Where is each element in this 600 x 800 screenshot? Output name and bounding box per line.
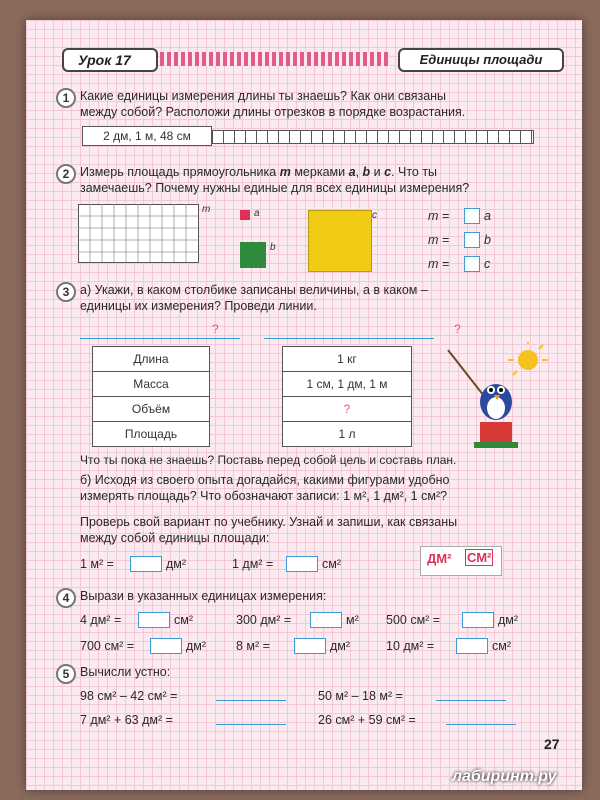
answer-line-left[interactable]	[80, 338, 240, 339]
answer-line[interactable]	[436, 700, 506, 701]
task-number-1: 1	[56, 88, 76, 108]
label-a: a	[254, 208, 260, 219]
table-cell[interactable]: 1 см, 1 дм, 1 м	[283, 372, 412, 397]
measure-square-c	[308, 210, 372, 272]
task1-line2: между собой? Расположи длины отрезков в порядке возрастания.	[80, 105, 466, 119]
unit-sm2: см²	[322, 557, 342, 571]
conversion-unit: см²	[174, 613, 194, 627]
rect-label-m: m	[202, 204, 211, 215]
calc-expression: 98 см² – 42 см² =	[80, 689, 178, 703]
task4-title: Вырази в указанных единицах измерения:	[80, 589, 327, 603]
answer-box-m2[interactable]	[130, 556, 162, 572]
calc-expression: 26 см² + 59 см² =	[318, 713, 416, 727]
conversion-unit: дм²	[498, 613, 519, 627]
conversion-unit: дм²	[330, 639, 351, 653]
answer-box[interactable]	[462, 612, 494, 628]
eq-m2: 1 м² =	[80, 557, 114, 571]
conversion-unit: дм²	[186, 639, 207, 653]
answer-box[interactable]	[310, 612, 342, 628]
watermark: лабиринт.ру	[452, 768, 557, 785]
table-cell[interactable]: Объём	[93, 397, 210, 422]
units-table	[282, 346, 412, 447]
eq-dm2: 1 дм² =	[232, 557, 274, 571]
task1-line1: Какие единицы измерения длины ты знаешь? Как они связаны	[80, 89, 447, 103]
task3c-line1: Проверь свой вариант по учебнику. Узнай и запиши, как связаны	[80, 515, 458, 529]
table-cell[interactable]: ?	[283, 397, 412, 422]
answer-cells[interactable]	[212, 130, 534, 144]
topic-title: Единицы площади	[398, 48, 564, 72]
unit-a: a	[484, 209, 491, 223]
measure-square-b	[240, 242, 266, 268]
conversion-left: 4 дм² =	[80, 613, 122, 627]
table-cell[interactable]: Длина	[93, 347, 210, 372]
answer-line[interactable]	[216, 700, 286, 701]
bird-teacher-illustration	[444, 342, 554, 452]
conversion-left: 300 дм² =	[236, 613, 292, 627]
lengths-box: 2 дм, 1 м, 48 см	[82, 126, 212, 146]
label-c: c	[372, 210, 377, 221]
answer-box-a[interactable]	[464, 208, 480, 224]
conversion-left: 500 см² =	[386, 613, 441, 627]
task3b-line2: измерять площадь? Что обозначают записи: 1 м², 1 дм², 1 см²?	[80, 489, 448, 503]
eq-m-c: m =	[428, 257, 450, 271]
unit-dm2: дм²	[166, 557, 187, 571]
label-b: b	[270, 242, 276, 253]
task3b-line1: б) Исходя из своего опыта догадайся, какими фигурами удобно	[80, 473, 450, 487]
conversion-left: 8 м² =	[236, 639, 270, 653]
answer-box-c[interactable]	[464, 256, 480, 272]
answer-box[interactable]	[150, 638, 182, 654]
workbook-page	[26, 20, 582, 790]
table-cell[interactable]: Площадь	[93, 422, 210, 447]
task3-line1: а) Укажи, в каком столбике записаны величины, а в каком –	[80, 283, 428, 297]
page-number: 27	[544, 736, 560, 752]
conversion-left: 700 см² =	[80, 639, 135, 653]
units-sign	[420, 546, 502, 576]
calc-expression: 50 м² – 18 м² =	[318, 689, 403, 703]
quantities-table	[92, 346, 210, 447]
task2-line1: Измерь площадь прямоугольника m мерками a, b и c. Что ты	[80, 165, 438, 179]
task-number-3: 3	[56, 282, 76, 302]
unit-c: c	[484, 257, 491, 271]
answer-box[interactable]	[456, 638, 488, 654]
table-cell[interactable]: 1 л	[283, 422, 412, 447]
answer-line[interactable]	[446, 724, 516, 725]
plan-prompt: Что ты пока не знаешь? Поставь перед собой цель и составь план.	[80, 453, 457, 467]
conversion-unit: см²	[492, 639, 512, 653]
task3c-line2: между собой единицы площади:	[80, 531, 270, 545]
eq-m-a: m =	[428, 209, 450, 223]
question-mark-left: ?	[212, 322, 219, 336]
sign-sm: СМ²	[467, 550, 492, 565]
conversion-left: 10 дм² =	[386, 639, 435, 653]
conversion-unit: м²	[346, 613, 359, 627]
task3-line2: единицы их измерения? Проведи линии.	[80, 299, 317, 313]
task-number-2: 2	[56, 164, 76, 184]
task2-line2: замечаешь? Почему нужны единые для всех единицы измерения?	[80, 181, 470, 195]
table-cell[interactable]: Масса	[93, 372, 210, 397]
eq-m-b: m =	[428, 233, 450, 247]
table-cell[interactable]: 1 кг	[283, 347, 412, 372]
grid-rectangle-m	[78, 204, 203, 264]
unit-b: b	[484, 233, 491, 247]
answer-line[interactable]	[216, 724, 286, 725]
measure-square-a	[240, 210, 250, 220]
sign-dm: ДМ²	[427, 551, 452, 566]
question-mark-right: ?	[454, 322, 461, 336]
lesson-label: Урок 17	[62, 48, 158, 72]
task5-title: Вычисли устно:	[80, 665, 171, 679]
answer-box-b[interactable]	[464, 232, 480, 248]
task-number-5: 5	[56, 664, 76, 684]
header-stripe	[160, 52, 390, 66]
answer-box-dm2[interactable]	[286, 556, 318, 572]
answer-box[interactable]	[138, 612, 170, 628]
task-number-4: 4	[56, 588, 76, 608]
calc-expression: 7 дм² + 63 дм² =	[80, 713, 173, 727]
answer-line-right[interactable]	[264, 338, 434, 339]
answer-box[interactable]	[294, 638, 326, 654]
